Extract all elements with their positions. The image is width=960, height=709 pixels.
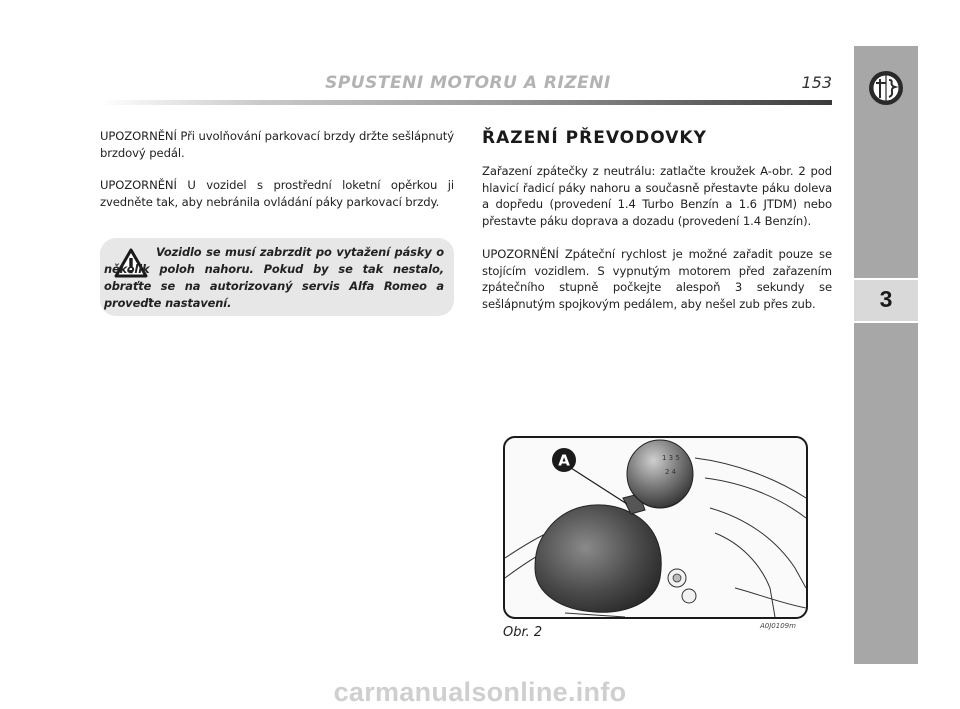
notice-label: UPOZORNĚNÍ: [100, 129, 177, 143]
figure-marker-a: A: [558, 451, 570, 470]
page-number: 153: [801, 73, 832, 92]
figure-caption: Obr. 2: [503, 625, 543, 640]
left-paragraph-1: [100, 128, 454, 161]
figure-code: A0J0109m: [760, 622, 796, 630]
notice-text: U vozidel s prostřední loketní opěrkou ji zvedněte tak, aby nebránila ovládání páky parkovací brzdy.: [100, 178, 454, 209]
gear-lever-figure: [503, 436, 808, 619]
alfa-romeo-logo-icon: [868, 70, 904, 106]
notice-text: Zpáteční rychlost je možné zařadit pouze se stojícím vozidlem. S vypnutým motorem před zařazením zpátečního stupně počkejte alespoň 3 sekundy se sešlápnutým spojkovým pedálem, aby nešel zub přes zub.: [482, 247, 832, 311]
notice-label: UPOZORNĚNÍ: [100, 178, 177, 192]
warning-text: Vozidlo se musí zabrzdit po vytažení pásky o několik poloh nahoru. Pokud by se tak nestalo, obraťte se na autorizovaný servis Alfa Romeo a proveďte nastavení.: [104, 245, 444, 310]
svg-text:2 4: 2 4: [665, 468, 677, 476]
right-paragraph-1: Zařazení zpátečky z neutrálu: zatlačte kroužek A-obr. 2 pod hlavicí řadicí páky nahoru a současně přestavte páku doleva a dopředu (provedení 1.4 Turbo Benzín a 1.6 JTDM) nebo přestavte páku doprava a dozadu (provedení 1.4 Benzín).: [482, 164, 832, 228]
page-header-title: SPUSTENI MOTORU A RIZENI: [325, 73, 611, 93]
notice-label: UPOZORNĚNÍ: [482, 247, 559, 261]
gear-lever-illustration: [505, 438, 806, 617]
watermark: carmanualsonline.info: [333, 677, 627, 707]
left-paragraph-2: [100, 177, 454, 210]
header-divider: [100, 100, 832, 105]
svg-text:1 3 5: 1 3 5: [662, 454, 680, 462]
section-heading: ŘAZENÍ PŘEVODOVKY: [482, 128, 707, 148]
chapter-tab-number[interactable]: 3: [879, 286, 893, 312]
chapter-side-strip: [854, 46, 918, 664]
right-paragraph-2: [482, 246, 832, 312]
notice-text: Při uvolňování parkovací brzdy držte sešlápnutý brzdový pedál.: [100, 129, 454, 160]
